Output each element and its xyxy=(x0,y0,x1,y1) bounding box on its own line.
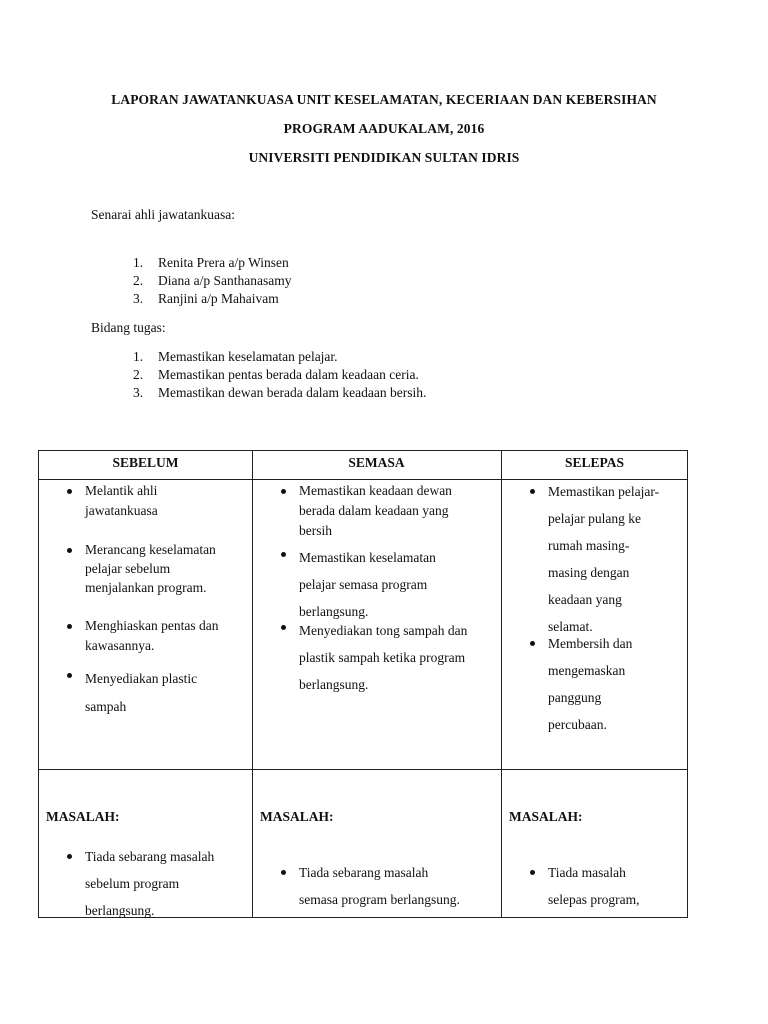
header-sebelum: SEBELUM xyxy=(112,455,179,470)
masalah-selepas xyxy=(524,859,686,913)
duties-heading: Bidang tugas: xyxy=(91,320,166,335)
list-item: Menyediakan plastic sampah xyxy=(61,665,251,721)
report-title: LAPORAN JAWATANKUASA UNIT KESELAMATAN, KECERIAAN DAN KEBERSIHAN xyxy=(111,92,657,107)
list-item: Menghiaskan pentas dan kawasannya. xyxy=(61,616,251,656)
list-item: Memastikan pelajar- pelajar pulang ke rumah masing- masing dengan keadaan yang selamat. xyxy=(524,478,686,640)
list-item: Memastikan keselamatan pelajar semasa program berlangsung. xyxy=(275,544,499,625)
list-item: Menyediakan tong sampah dan plastik sampah ketika program berlangsung. xyxy=(275,617,499,698)
list-item: 2. Memastikan pentas berada dalam keadaan ceria. xyxy=(133,367,419,382)
list-item: 1. Renita Prera a/p Winsen xyxy=(133,255,289,270)
duties-list xyxy=(133,348,426,402)
list-item: Tiada masalah selepas program, xyxy=(524,859,686,913)
masalah-label-selepas: MASALAH: xyxy=(509,809,583,824)
masalah-label-sebelum: MASALAH: xyxy=(46,809,120,824)
list-item: Tiada sebarang masalah sebelum program berlangsung. xyxy=(61,843,251,924)
list-item: 3. Memastikan dewan berada dalam keadaan bersih. xyxy=(133,385,427,400)
list-item: Memastikan keadaan dewan berada dalam keadaan yang bersih xyxy=(275,481,499,541)
list-item: 3. Ranjini a/p Mahaivam xyxy=(133,291,279,306)
members-list xyxy=(133,254,291,308)
masalah-sebelum xyxy=(61,843,251,924)
cell-sebelum xyxy=(61,481,251,721)
list-item: 2. Diana a/p Santhanasamy xyxy=(133,273,292,288)
duties-table xyxy=(38,450,688,918)
program-title: PROGRAM AADUKALAM, 2016 xyxy=(283,121,485,136)
table-divider xyxy=(252,451,253,917)
table-divider xyxy=(501,451,502,917)
table-divider xyxy=(39,769,687,770)
list-item: 1. Memastikan keselamatan pelajar. xyxy=(133,349,338,364)
list-item: Merancang keselamatan pelajar sebelum menjalankan program. xyxy=(61,540,251,597)
cell-selepas xyxy=(524,478,686,738)
university-title: UNIVERSITI PENDIDIKAN SULTAN IDRIS xyxy=(248,150,520,165)
members-heading: Senarai ahli jawatankuasa: xyxy=(91,207,235,222)
cell-semasa xyxy=(275,481,499,698)
header-semasa: SEMASA xyxy=(348,455,405,470)
masalah-label-semasa: MASALAH: xyxy=(260,809,334,824)
header-selepas: SELEPAS xyxy=(564,455,625,470)
masalah-semasa xyxy=(275,859,499,913)
list-item: Tiada sebarang masalah semasa program berlangsung. xyxy=(275,859,499,913)
list-item: Melantik ahli jawatankuasa xyxy=(61,481,251,521)
list-item: Membersih dan mengemaskan panggung percubaan. xyxy=(524,630,686,738)
